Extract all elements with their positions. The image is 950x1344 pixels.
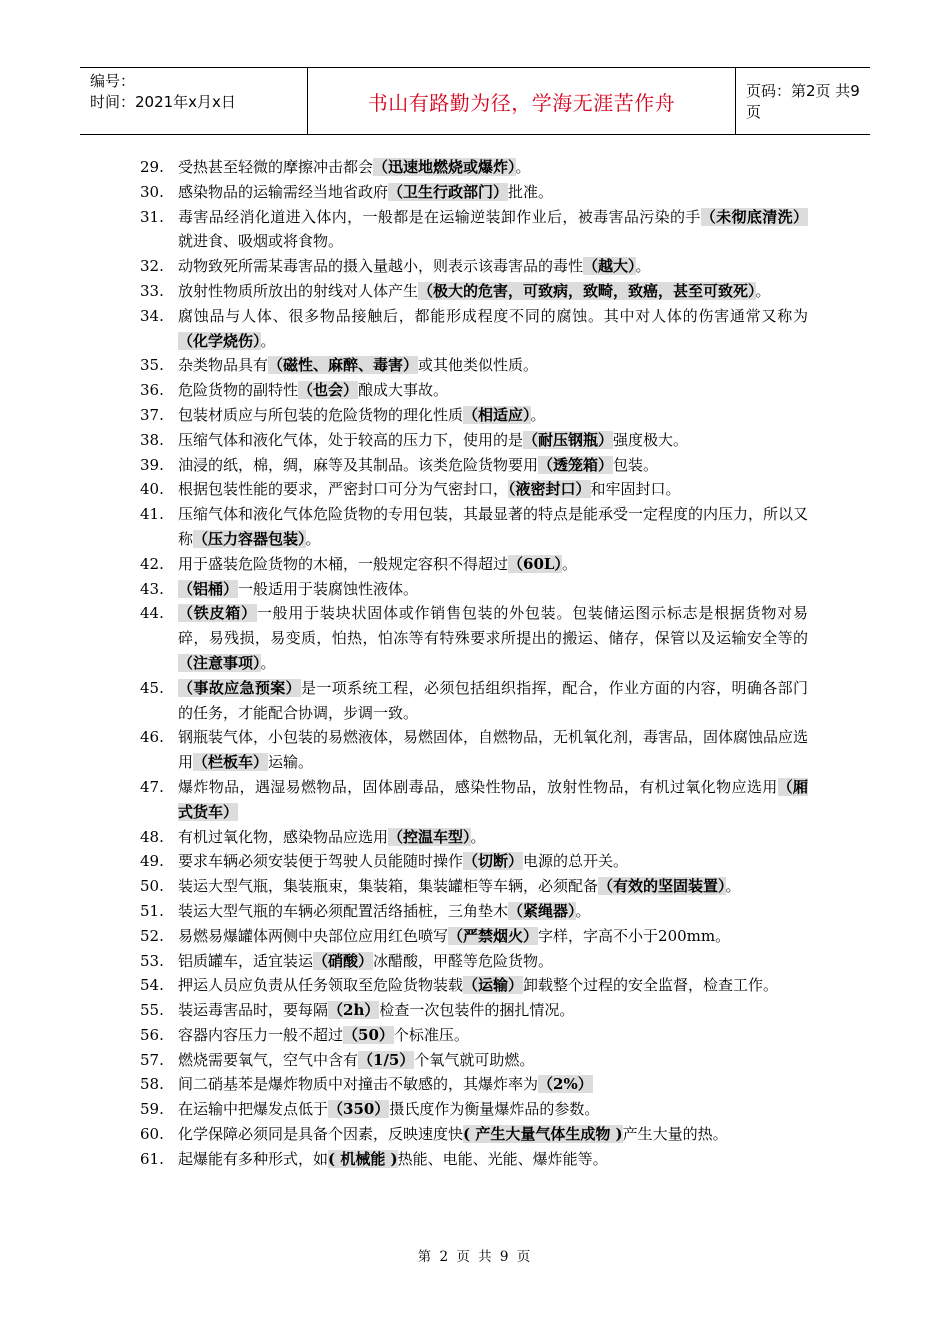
question-fragment: 杂类物品具有 xyxy=(178,356,269,375)
question-item xyxy=(140,155,808,180)
question-number: 51. xyxy=(140,901,164,920)
question-fragment: 。 xyxy=(305,529,321,548)
question-number: 29. xyxy=(140,158,164,176)
answer-highlight: （卫生行政部门） xyxy=(388,182,509,201)
question-text xyxy=(178,403,808,428)
question-fragment: 包装。 xyxy=(613,455,659,474)
question-text xyxy=(178,899,808,924)
question-fragment: 起爆能有多种形式，如 xyxy=(178,1149,329,1168)
question-text xyxy=(178,477,808,502)
answer-highlight: （极大的危害，可致病，致畸，致癌，甚至可致死） xyxy=(418,281,756,300)
answer-highlight: （2%） xyxy=(538,1075,593,1094)
question-fragment: 燃烧需要氧气，空气中含有 xyxy=(178,1050,359,1069)
header-motto: 书山有路勤为径，学海无涯苦作舟 xyxy=(308,68,736,134)
page-footer: 第 2 页 共 9 页 xyxy=(417,1249,533,1265)
answer-highlight: ( 机械能 ) xyxy=(328,1149,398,1168)
question-text xyxy=(178,428,808,453)
question-number: 40. xyxy=(140,480,164,499)
question-item xyxy=(140,1097,808,1122)
answer-highlight: （相适应） xyxy=(463,405,531,424)
question-number: 36. xyxy=(140,381,164,400)
question-fragment: 摄氏度作为衡量爆炸品的参数。 xyxy=(389,1100,600,1119)
question-number: 30. xyxy=(140,182,164,201)
question-number: 61. xyxy=(140,1149,164,1168)
question-number: 32. xyxy=(140,257,164,276)
question-number: 55. xyxy=(140,1001,164,1020)
question-text xyxy=(178,453,808,478)
question-fragment: 毒害品经消化道进入体内，一般都是在运输逆装卸作业后，被毒害品污染的手 xyxy=(178,207,701,226)
question-number: 54. xyxy=(140,976,164,995)
answer-highlight: （切断） xyxy=(463,852,524,871)
question-fragment: 酿成大事故。 xyxy=(358,381,449,400)
question-item xyxy=(140,428,808,453)
question-text xyxy=(178,825,808,850)
question-item xyxy=(140,502,808,552)
question-fragment: 个氧气就可助燃。 xyxy=(414,1050,535,1069)
question-fragment: 押运人员应负责从任务领取至危险货物装载 xyxy=(178,976,464,995)
question-text xyxy=(178,304,808,354)
question-number: 57. xyxy=(140,1050,164,1069)
question-fragment: 电源的总开关。 xyxy=(523,852,629,871)
answer-highlight: （350） xyxy=(328,1100,390,1119)
question-number: 38. xyxy=(140,430,164,449)
question-item xyxy=(140,304,808,354)
question-number: 43. xyxy=(140,579,164,598)
question-text xyxy=(178,155,808,180)
question-text xyxy=(178,1147,808,1172)
question-fragment: 压缩气体和液化气体，处于较高的压力下，使用的是 xyxy=(178,430,524,449)
question-fragment: 装运大型气瓶，集装瓶束，集装箱，集装罐柜等车辆，必须配备 xyxy=(178,877,599,896)
question-item xyxy=(140,403,808,428)
question-fragment: 爆炸物品，遇湿易燃物品，固体剧毒品，感染性物品，放射性物品，有机过氧化物应选用 xyxy=(178,777,778,796)
question-number: 31. xyxy=(140,207,164,226)
question-fragment: 。 xyxy=(260,653,276,672)
question-fragment: 腐蚀品与人体、很多物品接触后，都能形成程度不同的腐蚀。其中对人体的伤害通常又称为 xyxy=(178,306,808,325)
answer-highlight: （紧绳器） xyxy=(508,901,576,920)
question-item xyxy=(140,849,808,874)
question-text xyxy=(178,502,808,552)
question-number: 46. xyxy=(140,728,164,747)
question-fragment: 检查一次包装件的捆扎情况。 xyxy=(379,1001,575,1020)
answer-highlight: （严禁烟火） xyxy=(448,926,539,945)
question-text xyxy=(178,205,808,255)
question-fragment: 一般适用于装腐蚀性液体。 xyxy=(238,579,419,598)
question-fragment: 装运大型气瓶的车辆必须配置活络插桩，三角垫木 xyxy=(178,901,509,920)
question-number: 60. xyxy=(140,1125,164,1144)
question-text xyxy=(178,949,808,974)
question-fragment: 容器内容压力一般不超过 xyxy=(178,1025,344,1044)
question-item xyxy=(140,1072,808,1097)
question-fragment: 一般用于装块状固体或作销售包装的外包装。包装储运图示标志是根据货物对易碎，易残损，易变质，怕热，怕冻等有特殊要求所提出的搬运、储存，保管以及运输安全等的 xyxy=(178,604,808,648)
question-fragment: 装运毒害品时，要每隔 xyxy=(178,1001,329,1020)
answer-highlight: （越大） xyxy=(583,257,636,276)
answer-highlight: （事故应急预案） xyxy=(178,678,301,697)
question-item xyxy=(140,353,808,378)
question-item xyxy=(140,477,808,502)
question-fragment: 根据包装性能的要求，严密封口可分为气密封口， xyxy=(178,480,509,499)
question-item xyxy=(140,601,808,675)
question-number: 41. xyxy=(140,505,164,524)
question-text xyxy=(178,552,808,577)
question-text xyxy=(178,180,808,205)
question-item xyxy=(140,1048,808,1073)
question-fragment: 或其他类似性质。 xyxy=(418,356,539,375)
question-number: 59. xyxy=(140,1100,164,1119)
question-text xyxy=(178,1097,808,1122)
question-fragment: 字样，字高不小于200mm。 xyxy=(538,926,731,945)
answer-highlight: （栏板车） xyxy=(193,753,269,772)
question-fragment: 包装材质应与所包装的危险货物的理化性质 xyxy=(178,405,464,424)
question-item xyxy=(140,924,808,949)
question-fragment: 就进食、吸烟或将食物。 xyxy=(178,232,344,251)
question-item xyxy=(140,378,808,403)
doc-number-label: 编号： xyxy=(90,72,136,90)
question-text xyxy=(178,378,808,403)
answer-highlight: （化学烧伤） xyxy=(178,331,261,350)
question-fragment: 。 xyxy=(755,281,771,300)
question-item xyxy=(140,577,808,602)
question-fragment: 产生大量的热。 xyxy=(622,1125,728,1144)
doc-date-label: 时间：2021年x月x日 xyxy=(90,93,236,111)
question-item xyxy=(140,874,808,899)
question-text xyxy=(178,676,808,726)
answer-highlight: （铝桶） xyxy=(178,579,239,598)
question-fragment: 。 xyxy=(635,257,651,276)
question-item xyxy=(140,775,808,825)
question-number: 33. xyxy=(140,281,164,300)
question-item xyxy=(140,205,808,255)
answer-highlight: （硝酸） xyxy=(313,951,374,970)
question-list xyxy=(140,155,808,1172)
question-number: 47. xyxy=(140,777,164,796)
question-item xyxy=(140,279,808,304)
question-number: 49. xyxy=(140,852,164,871)
question-fragment: 运输。 xyxy=(268,753,314,772)
question-fragment: 动物致死所需某毒害品的摄入量越小，则表示该毒害品的毒性 xyxy=(178,257,584,276)
question-fragment: 易燃易爆罐体两侧中央部位应用红色喷写 xyxy=(178,926,449,945)
answer-highlight: （未彻底清洗） xyxy=(700,207,808,226)
question-text xyxy=(178,1023,808,1048)
answer-highlight: （50） xyxy=(343,1025,394,1044)
question-fragment: 。 xyxy=(725,877,741,896)
question-fragment: 化学保障必须同是具备个因素，反映速度快 xyxy=(178,1125,464,1144)
question-number: 50. xyxy=(140,877,164,896)
question-number: 34. xyxy=(140,306,164,325)
question-item xyxy=(140,973,808,998)
answer-highlight: （迅速地燃烧或爆炸） xyxy=(373,158,516,176)
question-number: 35. xyxy=(140,356,164,375)
question-fragment: 要求车辆必须安装便于驾驶人员能随时操作 xyxy=(178,852,464,871)
question-text xyxy=(178,998,808,1023)
question-text xyxy=(178,601,808,675)
question-fragment: 和牢固封口。 xyxy=(590,480,681,499)
question-item xyxy=(140,180,808,205)
question-text xyxy=(178,353,808,378)
answer-highlight: （控温车型） xyxy=(388,827,471,846)
question-text xyxy=(178,577,808,602)
question-fragment: 。 xyxy=(260,331,276,350)
question-number: 52. xyxy=(140,926,164,945)
question-item xyxy=(140,254,808,279)
question-item xyxy=(140,453,808,478)
question-number: 45. xyxy=(140,678,164,697)
question-number: 53. xyxy=(140,951,164,970)
question-item xyxy=(140,949,808,974)
question-text xyxy=(178,279,808,304)
question-fragment: 是一项系统工程，必须包括组织指挥，配合，作业方面的内容，明确各部门的任务，才能配合协调，步调一致。 xyxy=(178,678,808,722)
question-fragment: 强度极大。 xyxy=(613,430,689,449)
question-number: 58. xyxy=(140,1075,164,1094)
question-item xyxy=(140,998,808,1023)
answer-highlight: （60L） xyxy=(508,554,562,573)
question-text xyxy=(178,775,808,825)
question-fragment: 卸载整个过程的安全监督，检查工作。 xyxy=(523,976,779,995)
question-item xyxy=(140,1147,808,1172)
question-fragment: 压缩气体和液化气体危险货物的专用包装，其最显著的特点是能承受一定程度的内压力，所以又称 xyxy=(178,505,809,548)
question-fragment: 危险货物的副特性 xyxy=(178,381,299,400)
question-number: 42. xyxy=(140,554,164,573)
answer-highlight: （运输） xyxy=(463,976,524,995)
answer-highlight: ( 产生大量气体生成物 ) xyxy=(463,1125,623,1144)
question-number: 44. xyxy=(140,604,164,623)
answer-highlight: （也会） xyxy=(298,381,359,400)
question-text xyxy=(178,1072,808,1097)
answer-highlight: （液密封口） xyxy=(508,480,591,499)
question-fragment: 个标准压。 xyxy=(393,1025,469,1044)
question-fragment: 油浸的纸，棉，绸，麻等及其制品。该类危险货物要用 xyxy=(178,455,539,474)
question-fragment: 在运输中把爆发点低于 xyxy=(178,1100,329,1119)
question-item xyxy=(140,825,808,850)
question-text xyxy=(178,849,808,874)
answer-highlight: （透笼箱） xyxy=(538,455,614,474)
question-text xyxy=(178,725,808,775)
question-fragment: 。 xyxy=(515,158,531,176)
question-fragment: 钢瓶装气体，小包装的易燃液体，易燃固体，自燃物品，无机氧化剂，毒害品，固体腐蚀品应选用 xyxy=(178,728,809,772)
question-fragment: 感染物品的运输需经当地省政府 xyxy=(178,182,389,201)
question-item xyxy=(140,676,808,726)
document-header xyxy=(80,67,870,135)
answer-highlight: （1/5） xyxy=(358,1050,415,1069)
question-number: 48. xyxy=(140,827,164,846)
question-text xyxy=(178,254,808,279)
question-item xyxy=(140,1023,808,1048)
answer-highlight: （耐压钢瓶） xyxy=(523,430,614,449)
question-text xyxy=(178,1122,808,1147)
answer-highlight: （2h） xyxy=(328,1001,380,1020)
question-fragment: 热能、电能、光能、爆炸能等。 xyxy=(397,1149,608,1168)
question-fragment: 。 xyxy=(575,901,591,920)
answer-highlight: （有效的坚固装置） xyxy=(598,877,726,896)
question-fragment: 铝质罐车，适宜装运 xyxy=(178,951,314,970)
question-fragment: 。 xyxy=(470,827,486,846)
question-fragment: 用于盛装危险货物的木桶，一般规定容积不得超过 xyxy=(178,554,509,573)
question-fragment: 受热甚至轻微的摩擦冲击都会 xyxy=(178,158,374,176)
question-fragment: 冰醋酸，甲醛等危险货物。 xyxy=(373,951,554,970)
question-item xyxy=(140,899,808,924)
question-number: 56. xyxy=(140,1025,164,1044)
answer-highlight: （磁性、麻醉、毒害） xyxy=(268,356,419,375)
question-fragment: 。 xyxy=(530,405,546,424)
question-item xyxy=(140,1122,808,1147)
answer-highlight: （注意事项） xyxy=(178,653,261,672)
answer-highlight: （压力容器包装） xyxy=(193,529,306,548)
question-fragment: 有机过氧化物，感染物品应选用 xyxy=(178,827,389,846)
question-item xyxy=(140,552,808,577)
question-fragment: 。 xyxy=(561,554,577,573)
question-text xyxy=(178,874,808,899)
question-number: 39. xyxy=(140,455,164,474)
answer-highlight: （厢式货车） xyxy=(178,777,808,821)
header-meta xyxy=(80,68,308,134)
question-fragment: 批准。 xyxy=(508,182,554,201)
question-number: 37. xyxy=(140,405,164,424)
question-text xyxy=(178,1048,808,1073)
question-fragment: 间二硝基苯是爆炸物质中对撞击不敏感的，其爆炸率为 xyxy=(178,1075,539,1094)
question-item xyxy=(140,725,808,775)
question-fragment: 放射性物质所放出的射线对人体产生 xyxy=(178,281,419,300)
question-text xyxy=(178,973,808,998)
question-text xyxy=(178,924,808,949)
header-page-info: 页码：第2页 共9页 xyxy=(746,82,860,121)
answer-highlight: （铁皮箱） xyxy=(178,604,257,623)
